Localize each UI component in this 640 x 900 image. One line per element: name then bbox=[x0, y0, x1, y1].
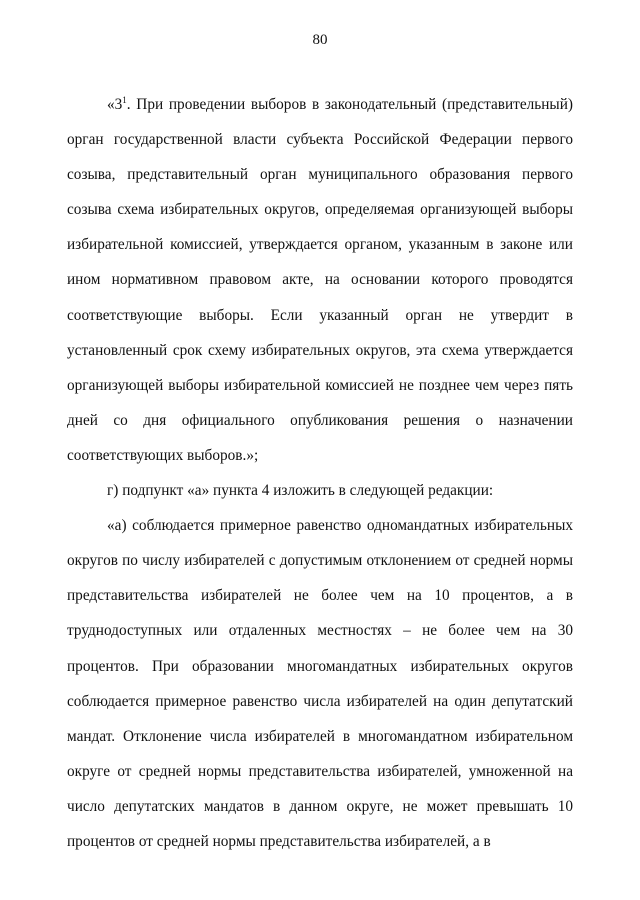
superscript-index: 1 bbox=[122, 95, 127, 105]
paragraph-article-3-1 bbox=[67, 87, 573, 473]
paragraph-article-3-1-lead: «3 bbox=[107, 96, 123, 113]
paragraph-article-3-1-text: . При проведении выборов в законодательный (представительный) орган государственной власти субъекта Российской Федерации первого созыва, представительный орган муниципального образования первого созыва схема избирательных округов, определяемая организующей выборы избирательной комиссией, утверждается органом, указанным в законе или ином нормативном правовом акте, на основании которого проводятся соответствующие выборы. Если указанный орган не утвердит в установленный срок схему избирательных округов, эта схема утверждается организующей выборы избирательной комиссией не позднее чем через пять дней со дня официального опубликования решения о назначении соответствующих выборов.»; bbox=[67, 96, 573, 464]
paragraph-amendment-g: г) подпункт «а» пункта 4 изложить в следующей редакции: bbox=[107, 482, 494, 500]
document-body bbox=[67, 87, 573, 859]
paragraph-subpoint-a: «а) соблюдается примерное равенство одномандатных избирательных округов по числу избирателей с допустимым отклонением от средней нормы представительства избирателей не более чем на 10 процентов, а в труднодоступных или отдаленных местностях – не более чем на 30 процентов. При образовании многомандатных избирательных округов соблюдается примерное равенство числа избирателей на один депутатский мандат. Отклонение числа избирателей в многомандатном избирательном округе от средней нормы представительства избирателей, умноженной на число депутатских мандатов в данном округе, не может превышать 10 процентов от средней нормы представительства избирателей, а в bbox=[67, 517, 573, 850]
page-number: 80 bbox=[312, 32, 328, 48]
